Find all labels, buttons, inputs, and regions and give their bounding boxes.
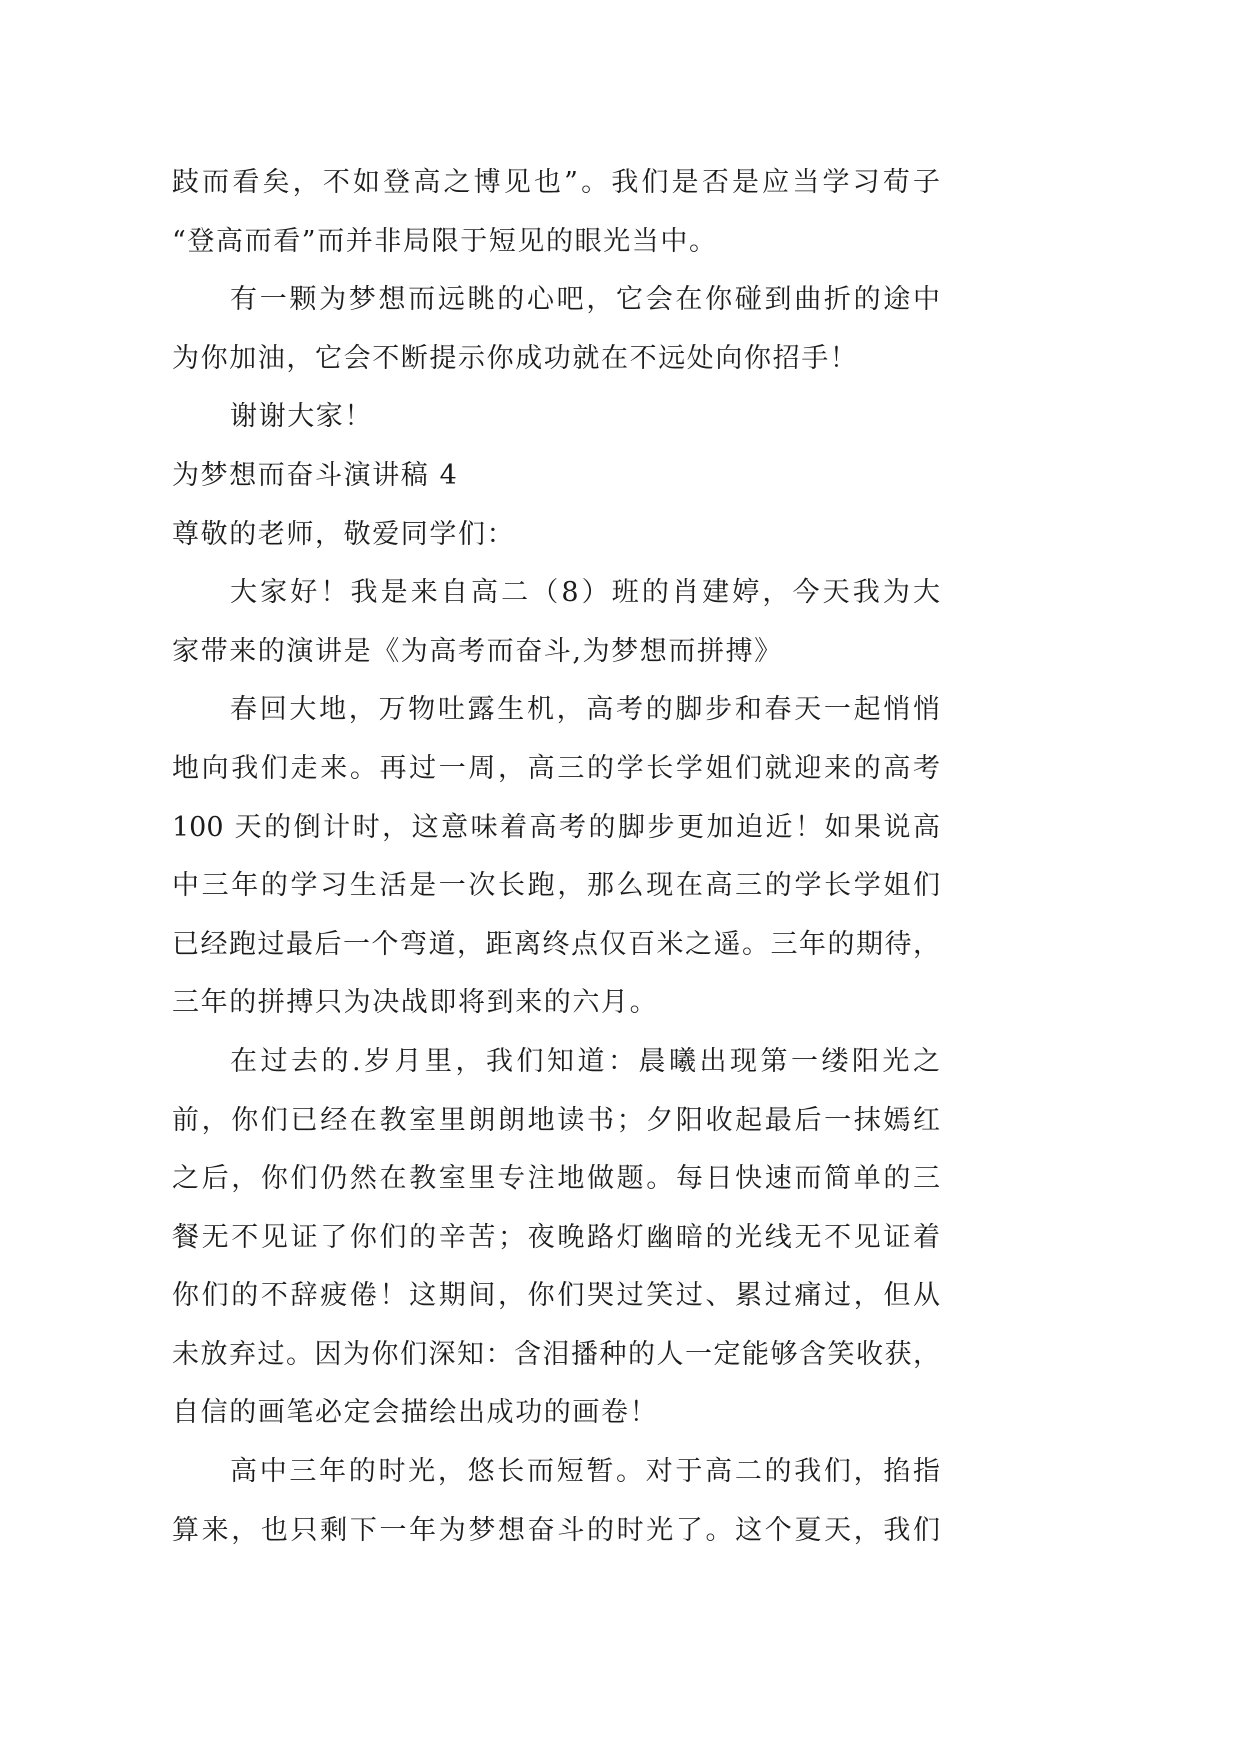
paragraph [172,1033,940,1443]
speech-title: 为梦想而奋斗演讲稿 4 [172,459,459,491]
text-line: 之后，你们仍然在教室里专注地做题。每日快速而简单的三 [172,1163,940,1195]
text-line: 大家好！我是来自高二（8）班的肖建婷，今天我为大 [230,577,940,609]
text-line: “登高而看”而并非局限于短见的眼光当中。 [172,225,718,257]
text-line: 已经跑过最后一个弯道，距离终点仅百米之遥。三年的期待， [172,928,940,960]
text-line: 地向我们走来。再过一周，高三的学长学姐们就迎来的高考 [172,752,940,784]
text-line: 三年的拼搏只为决战即将到来的六月。 [172,987,659,1019]
text-line: 中三年的学习生活是一次长跑，那么现在高三的学长学姐们 [172,870,940,902]
salutation: 尊敬的老师，敬爱同学们： [172,518,516,550]
text-line: 自信的画笔必定会描绘出成功的画卷！ [172,1397,659,1429]
text-line: 春回大地，万物吐露生机，高考的脚步和春天一起悄悄 [230,694,940,726]
text-line: 跂而看矣，不如登高之博见也”。我们是否是应当学习荀子 [172,167,940,198]
text-line: 家带来的演讲是《为高考而奋斗,为梦想而拼搏》 [172,635,783,667]
text-line: 前，你们已经在教室里朗朗地读书；夕阳收起最后一抹嫣红 [172,1104,940,1136]
text-line: 算来，也只剩下一年为梦想奋斗的时光了。这个夏天，我们 [172,1514,940,1546]
document-text [172,154,940,1560]
paragraph [172,1443,940,1560]
text-line: 100 天的倒计时，这意味着高考的脚步更加迫近！如果说高 [172,811,940,843]
text-line: 你们的不辞疲倦！这期间，你们哭过笑过、累过痛过，但从 [172,1280,940,1312]
paragraph [172,271,940,388]
closing-line [172,388,940,447]
text-line: 餐无不见证了你们的辛苦；夜晚路灯幽暗的光线无不见证着 [172,1221,940,1253]
text-line: 未放弃过。因为你们深知：含泪播种的人一定能够含笑收获， [172,1338,940,1370]
text-line: 谢谢大家！ [230,401,373,433]
text-line: 在过去的.岁月里，我们知道：晨曦出现第一缕阳光之 [230,1045,940,1077]
paragraph [172,564,940,681]
text-line: 有一颗为梦想而远眺的心吧，它会在你碰到曲折的途中 [230,284,940,316]
text-line: 为你加油，它会不断提示你成功就在不远处向你招手！ [172,342,859,374]
paragraph [172,681,940,1033]
continued-paragraph [172,154,940,271]
text-line: 高中三年的时光，悠长而短暂。对于高二的我们，掐指 [230,1456,940,1488]
